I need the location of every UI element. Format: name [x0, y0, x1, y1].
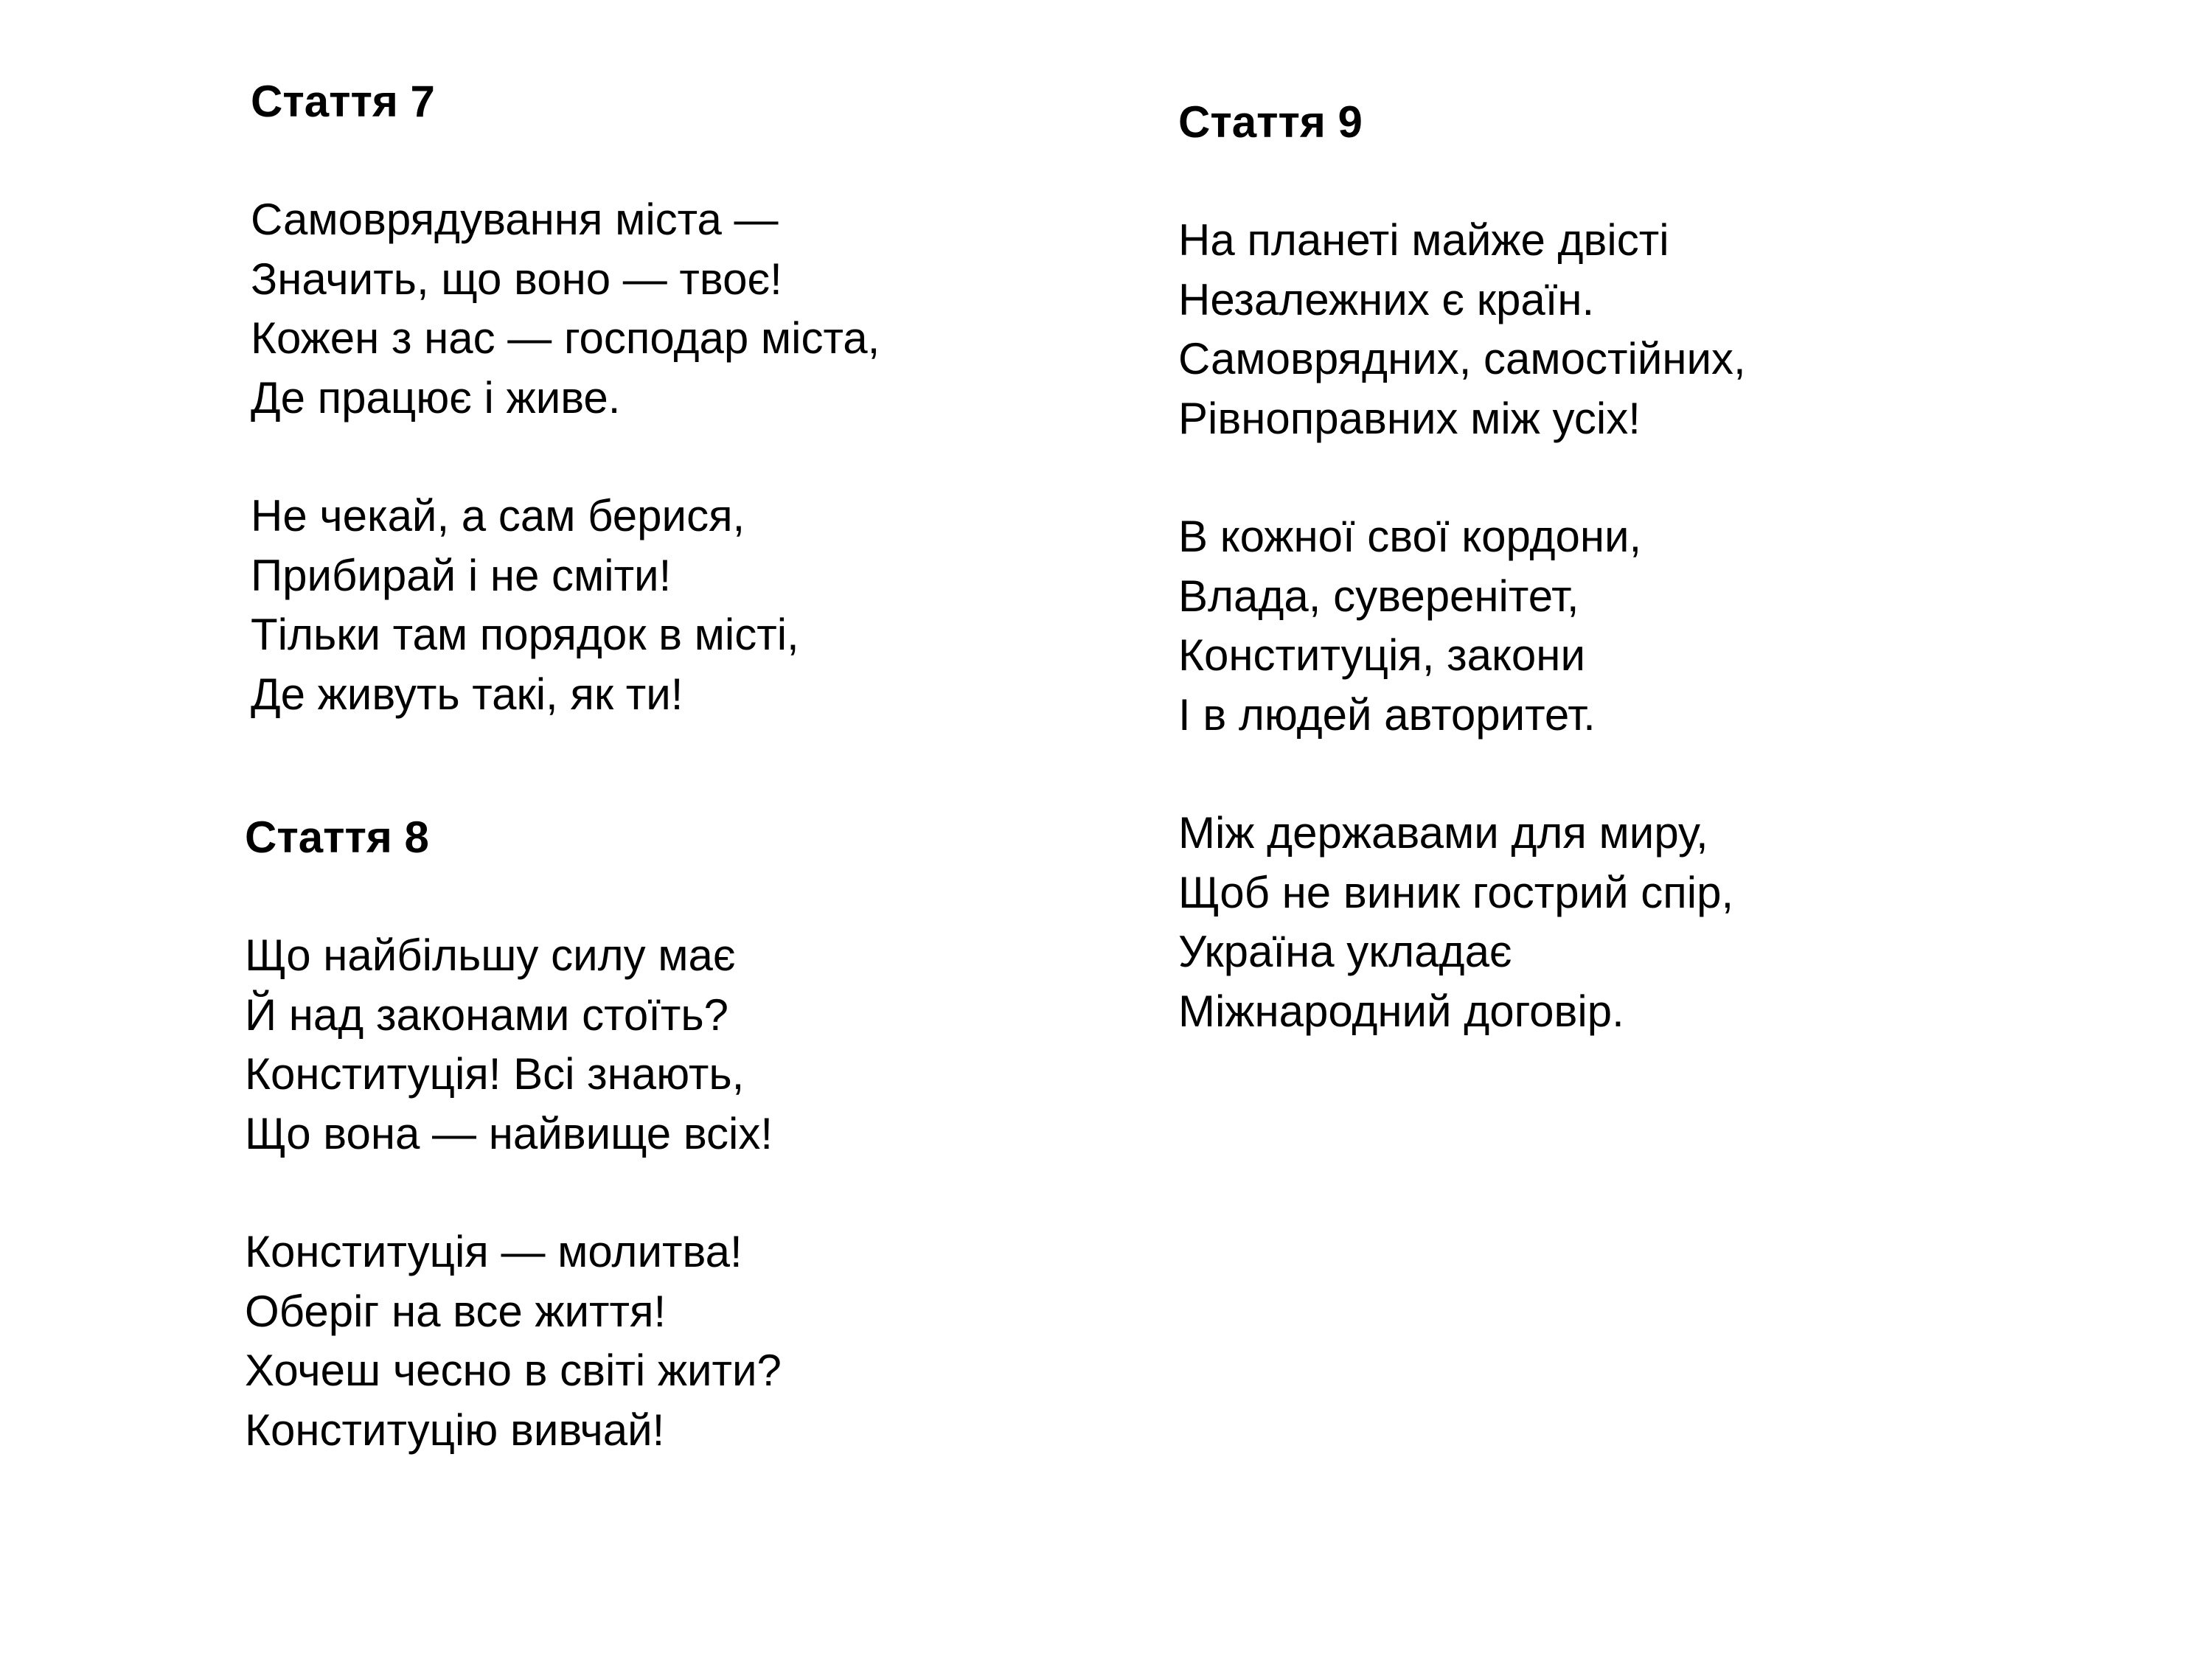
verse-line: Й над законами стоїть? — [245, 990, 729, 1040]
verse-line: Влада, суверенітет, — [1178, 571, 1579, 621]
verse-line: Конституція — молитва! — [245, 1227, 742, 1276]
verse-line: Значить, що воно — твоє! — [251, 254, 782, 304]
verse-line: Міжнародний договір. — [1178, 986, 1624, 1036]
verse-line: В кожної свої кордони, — [1178, 512, 1642, 561]
article-7 — [251, 72, 880, 724]
article-title: Стаття 8 — [245, 813, 429, 862]
verse-line: Щоб не виник гострий спір, — [1178, 867, 1734, 917]
verse-line: Не чекай, а сам берися, — [251, 491, 745, 540]
verse-line: Що найбільшу силу має — [245, 931, 736, 980]
stanza — [1178, 804, 1746, 1041]
verse-line: Україна укладає — [1178, 927, 1512, 976]
verse-line: І в людей авторитет. — [1178, 689, 1596, 740]
verse-line: Де працює і живе. — [251, 372, 621, 422]
verse-line: Що вона — найвище всіх! — [245, 1108, 773, 1158]
verse-line: Хочеш чесно в світі жити? — [245, 1346, 782, 1395]
verse-line: Незалежних є країн. — [1178, 274, 1595, 324]
verse-line: Конституція! Всі знають, — [245, 1049, 745, 1099]
verse-line: Рівноправних між усіх! — [1178, 393, 1641, 443]
verse-line: Прибирай і не сміти! — [251, 550, 672, 600]
verse-line: Де живуть такі, як ти! — [251, 669, 684, 719]
article-title: Стаття 9 — [1178, 97, 1363, 147]
verse-line: Між державами для миру, — [1178, 808, 1708, 858]
stanza — [1178, 507, 1746, 745]
article-9 — [1178, 93, 1746, 1041]
article-title: Стаття 7 — [251, 77, 435, 126]
verse-line: Самоврядування міста — — [251, 195, 779, 244]
stanza — [251, 190, 880, 428]
verse-line: Конституцію вивчай! — [245, 1405, 665, 1455]
article-8 — [245, 808, 782, 1460]
stanza — [245, 1222, 782, 1460]
verse-line: Самоврядних, самостійних, — [1178, 334, 1746, 383]
stanza — [251, 487, 880, 724]
stanza — [245, 926, 782, 1164]
verse-line: Оберіг на все життя! — [245, 1286, 667, 1336]
verse-line: Конституція, закони — [1178, 630, 1585, 680]
stanza — [1178, 211, 1746, 448]
verse-line: Кожен з нас — господар міста, — [251, 313, 880, 363]
verse-line: На планеті майже двісті — [1178, 215, 1669, 265]
verse-line: Тільки там порядок в місті, — [251, 610, 799, 659]
